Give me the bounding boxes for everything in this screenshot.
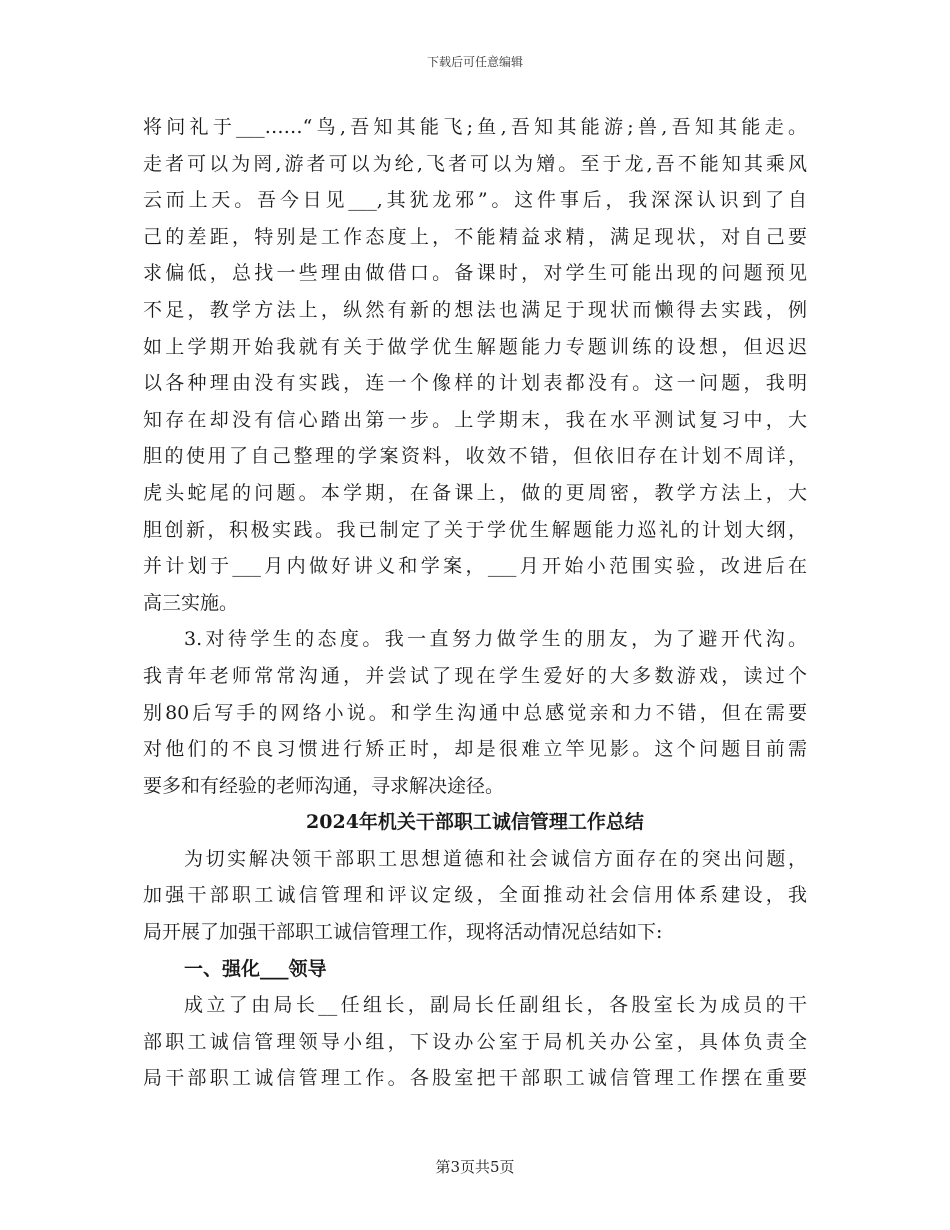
text-line: 3.对待学生的态度。我一直努力做学生的朋友，为了避开代沟。 (184, 628, 807, 651)
page-header: 下载后可任意编辑 (426, 55, 523, 69)
section-title: 2024年机关干部职工诚信管理工作总结 (306, 811, 644, 834)
text-line: 局干部职工诚信管理工作。各股室把干部职工诚信管理工作摆在重要 (143, 1067, 807, 1090)
text-line: 为切实解决领干部职工思想道德和社会诚信方面存在的突出问题， (184, 847, 807, 870)
text-line: 加强干部职工诚信管理和评议定级，全面推动社会信用体系建设，我 (143, 884, 807, 907)
text-line: 我青年老师常常沟通，并尝试了现在学生爱好的大多数游戏，读过个 (143, 664, 807, 687)
text-line: 别80后写手的网络小说。和学生沟通中总感觉亲和力不错，但在需要 (143, 701, 807, 724)
text-line: 成立了由局长__任组长，副局长任副组长，各股室长为成员的干 (184, 994, 807, 1017)
text-line: 己的差距，特别是工作态度上，不能精益求精，满足现状，对自己要 (143, 225, 807, 248)
document-body (143, 109, 807, 1097)
text-line: 对他们的不良习惯进行矫正时，却是很难立竿见影。这个问题目前需 (143, 738, 807, 761)
text-line: 走者可以为罔,游者可以为纶,飞者可以为矰。至于龙,吾不能知其乘风 (143, 152, 807, 175)
text-line: 如上学期开始我就有关于做学优生解题能力专题训练的设想，但迟迟 (143, 335, 807, 358)
subsection-heading: 一、强化___领导 (184, 957, 327, 980)
text-line: 部职工诚信管理领导小组，下设办公室于局机关办公室，具体负责全 (143, 1030, 807, 1053)
text-line: 胆的使用了自己整理的学案资料，收效不错，但依旧存在计划不周详， (143, 445, 807, 468)
text-line: 局开展了加强干部职工诚信管理工作，现将活动情况总结如下: (143, 921, 663, 944)
text-line: 高三实施。 (143, 591, 239, 614)
text-line: 虎头蛇尾的问题。本学期，在备课上，做的更周密，教学方法上，大 (143, 481, 807, 504)
text-line: 知存在却没有信心踏出第一步。上学期末，我在水平测试复习中，大 (143, 408, 807, 431)
text-line: 并计划于___月内做好讲义和学案，___月开始小范围实验，改进后在 (143, 555, 807, 578)
text-line: 求偏低，总找一些理由做借口。备课时，对学生可能出现的问题预见 (143, 262, 807, 285)
page-number: 第3页共5页 (435, 1158, 515, 1176)
text-line: 将问礼于___……“鸟,吾知其能飞;鱼,吾知其能游;兽,吾知其能走。 (143, 116, 807, 138)
text-line: 以各种理由没有实践，连一个像样的计划表都没有。这一问题，我明 (143, 372, 807, 395)
text-line: 云而上天。吾今日见___,其犹龙邪”。这件事后，我深深认识到了自 (143, 189, 807, 212)
text-line: 要多和有经验的老师沟通，寻求解决途径。 (143, 774, 505, 797)
text-line: 不足，教学方法上，纵然有新的想法也满足于现状而懒得去实践，例 (143, 298, 807, 321)
text-line: 胆创新，积极实践。我已制定了关于学优生解题能力巡礼的计划大纲， (143, 518, 807, 541)
